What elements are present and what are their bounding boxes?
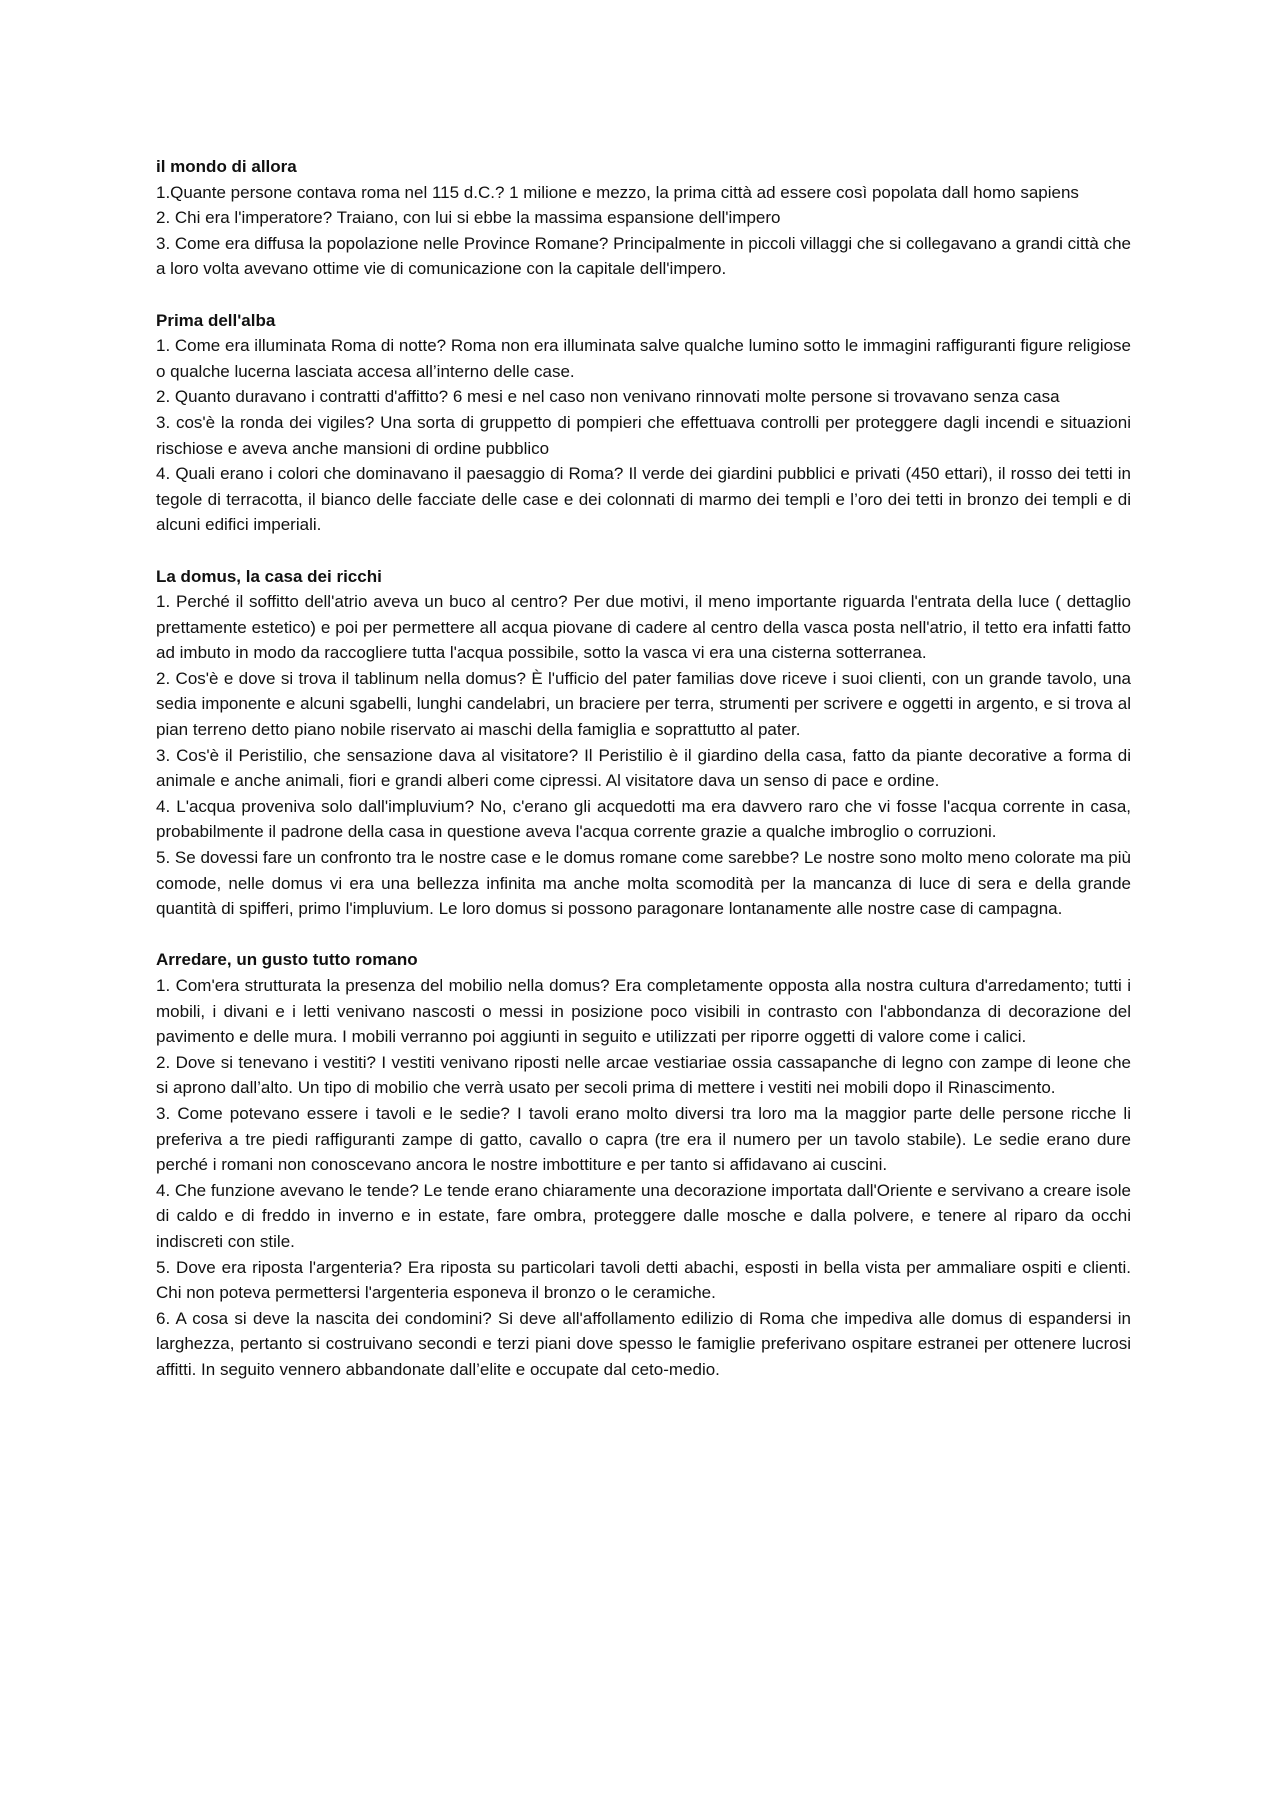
question-item: 1. Come era illuminata Roma di notte? Roma non era illuminata salve qualche lumino sotto le immagini raffiguranti figure religiose o qualche lucerna lasciata accesa all’interno delle case. [156,336,1131,381]
section-arredare [156,947,1131,1382]
question-item: 5. Dove era riposta l'argenteria? Era riposta su particolari tavoli detti abachi, esposti in bella vista per ammaliare ospiti e clienti. Chi non poteva permettersi l'argenteria esponeva il bronzo o le ceramiche. [156,1257,1131,1303]
document-page [156,154,1131,1408]
question-item: 2. Quanto duravano i contratti d'affitto? 6 mesi e nel caso non venivano rinnovati molte persone si trovavano senza casa [156,387,1060,407]
section-il-mondo-di-allora [156,154,1131,282]
question-item: 2. Cos'è e dove si trova il tablinum nella domus? È l'ufficio del pater familias dove riceve i suoi clienti, con un grande tavolo, una sedia imponente e alcuni sgabelli, lunghi candelabri, un braciere per terra, strumenti per scrivere e oggetti in argento, e si trova al pian terreno detto piano nobile riservato ai maschi della famiglia e soprattutto al pater. [156,668,1131,740]
question-item: 1. Perché il soffitto dell'atrio aveva un buco al centro? Per due motivi, il meno importante riguarda l'entrata della luce ( dettaglio prettamente estetico) e poi per permettere all acqua piovane di cadere al centro della vasca posta nell'atrio, il tetto era infatti fatto ad imbuto in modo da raccogliere tutta l'acqua possibile, sotto la vasca vi era una cisterna sotterranea. [156,592,1131,663]
question-item: 3. Come era diffusa la popolazione nelle Province Romane? Principalmente in piccoli villaggi che si collegavano a grandi città che a loro volta avevano ottime vie di comunicazione con la capitale dell'impero. [156,233,1131,279]
question-item: 4. Quali erano i colori che dominavano il paesaggio di Roma? Il verde dei giardini pubblici e privati (450 ettari), il rosso dei tetti in tegole di terracotta, il bianco delle facciate delle case e dei colonnati di marmo dei templi e l’oro dei tetti in bronzo dei templi e di alcuni edifici imperiali. [156,464,1131,535]
question-item: 3. cos'è la ronda dei vigiles? Una sorta di gruppetto di pompieri che effettuava controlli per proteggere dagli incendi e situazioni rischiose e aveva anche mansioni di ordine pubblico [156,412,1131,458]
section-title: il mondo di allora [156,157,297,176]
question-item: 3. Come potevano essere i tavoli e le sedie? I tavoli erano molto diversi tra loro ma la maggior parte delle persone ricche li preferiva a tre piedi raffiguranti zampe di gatto, cavallo o capra (tre era il numero per un tavolo stabile). Le sedie erano dure perché i romani non conoscevano ancora le nostre imbottiture e per tanto si affidavano ai cuscini. [156,1103,1131,1175]
section-prima-dell-alba [156,308,1131,538]
section-la-domus [156,564,1131,922]
question-item: 3. Cos'è il Peristilio, che sensazione dava al visitatore? Il Peristilio è il giardino della casa, fatto da piante decorative a forma di animale e anche animali, fiori e grandi alberi come cipressi. Al visitatore dava un senso di pace e ordine. [156,745,1131,791]
question-item: 2. Chi era l'imperatore? Traiano, con lui si ebbe la massima espansione dell'impero [156,208,781,228]
question-item: 5. Se dovessi fare un confronto tra le nostre case e le domus romane come sarebbe? Le nostre sono molto meno colorate ma più comode, nelle domus vi era una bellezza infinita ma anche molta scomodità per la mancanza di luce di sera e della grande quantità di spifferi, primo l'impluvium. Le loro domus si possono paragonare lontanamente alle nostre case di campagna. [156,848,1131,919]
question-item: 4. Che funzione avevano le tende? Le tende erano chiaramente una decorazione importata dall'Oriente e servivano a creare isole di caldo e di freddo in inverno e in estate, fare ombra, proteggere dalle mosche e dalla polvere, e tenere al riparo da occhi indiscreti con stile. [156,1180,1131,1251]
section-title: La domus, la casa dei ricchi [156,566,382,586]
section-title: Prima dell'alba [156,310,276,330]
section-title: Arredare, un gusto tutto romano [156,950,418,970]
question-item: 2. Dove si tenevano i vestiti? I vestiti venivano riposti nelle arcae vestiariae ossia cassapanche di legno con zampe di leone che si aprono dall’alto. Un tipo di mobilio che verrà usato per secoli prima di mettere i vestiti nei mobili dopo il Rinascimento. [156,1052,1131,1098]
question-item: 4. L'acqua proveniva solo dall'impluvium? No, c'erano gli acquedotti ma era davvero raro che vi fosse l'acqua corrente in casa, probabilmente il padrone della casa in questione aveva l'acqua corrente grazie a qualche imbroglio o corruzioni. [156,796,1131,842]
question-item: 1.Quante persone contava roma nel 115 d.C.? 1 milione e mezzo, la prima città ad essere così popolata dall homo sapiens [156,182,1079,202]
question-item: 6. A cosa si deve la nascita dei condomini? Si deve all'affollamento edilizio di Roma che impediva alle domus di espandersi in larghezza, pertanto si costruivano secondi e terzi piani dove spesso le famiglie preferivano ospitare estranei per ottenere lucrosi affitti. In seguito vennero abbandonate dall’elite e occupate dal ceto-medio. [156,1308,1131,1379]
question-item: 1. Com'era strutturata la presenza del mobilio nella domus? Era completamente opposta alla nostra cultura d'arredamento; tutti i mobili, i divani e i letti venivano nascosti o messi in posizione poco visibili in contrasto con l'abbondanza di decorazione del pavimento e delle mura. I mobili verranno poi aggiunti in seguito e utilizzati per riporre oggetti di valore come i calici. [156,976,1131,1047]
